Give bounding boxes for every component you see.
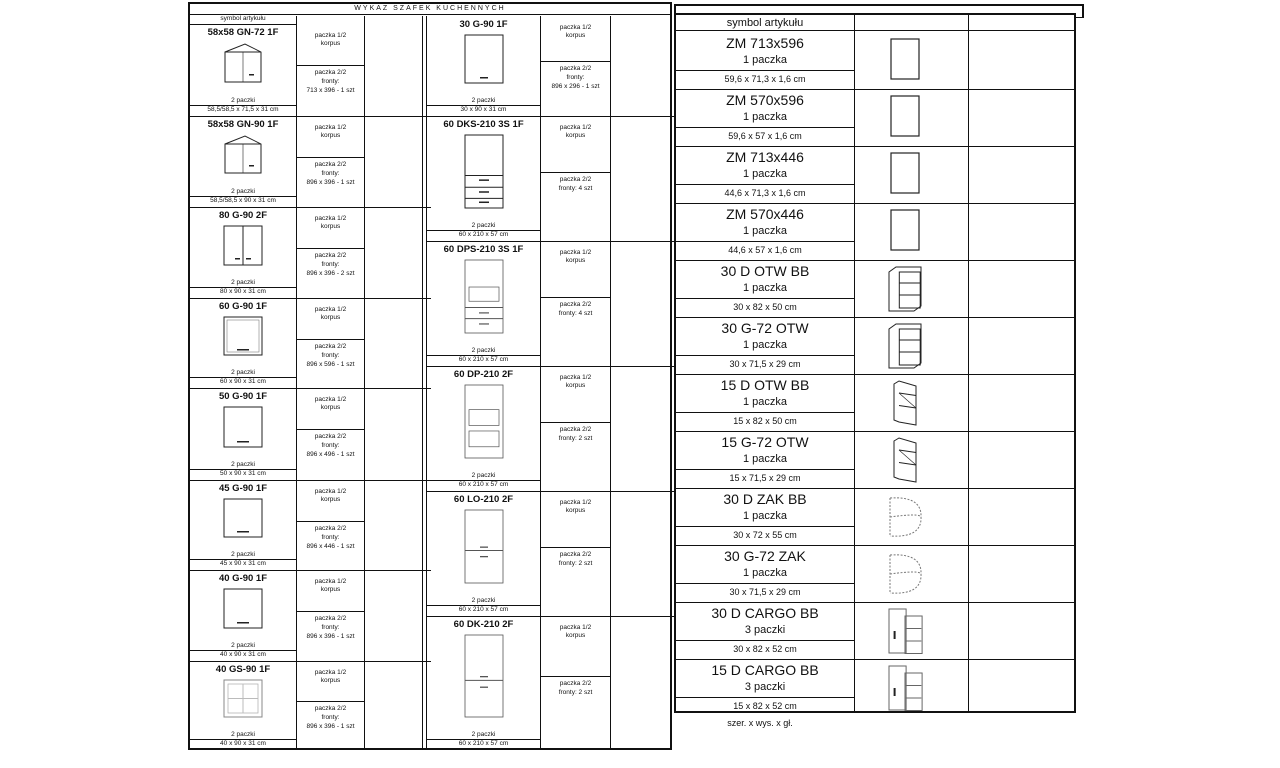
cabinet-symbol: 30 G-90 1F <box>459 19 508 30</box>
accessory-dimensions: 59,6 x 57 x 1,6 cm <box>728 131 802 141</box>
parcel-count: 1 paczka <box>742 396 788 408</box>
row-divider <box>676 431 1074 432</box>
row-divider <box>190 116 431 117</box>
dim-divider <box>676 412 854 413</box>
accessory-dimensions: 59,6 x 71,3 x 1,6 cm <box>724 74 806 84</box>
package-1-content: korpus <box>320 132 341 139</box>
package-1-content: korpus <box>565 632 586 639</box>
dim-divider <box>676 697 854 698</box>
header-divider <box>190 24 296 25</box>
parcel-count: 3 paczki <box>744 624 786 636</box>
cabinet-dimensions: 60 x 90 x 31 cm <box>220 378 266 385</box>
flap-cabinet-icon <box>221 314 265 358</box>
accessory-symbol: ZM 713x446 <box>726 149 804 165</box>
dim-divider <box>676 184 854 185</box>
cabinet-symbol: 58x58 GN-72 1F <box>207 27 279 38</box>
cabinet-dimensions: 60 x 210 x 57 cm <box>458 231 509 238</box>
package-1-content: korpus <box>320 677 341 684</box>
package-1-label: paczka 1/2 <box>559 624 592 631</box>
package-2-detail: 896 x 396 - 1 szt <box>306 723 355 730</box>
package-2-detail: 896 x 596 - 1 szt <box>306 361 355 368</box>
package-1-content: korpus <box>565 507 586 514</box>
single-door-cabinet-icon <box>221 404 265 450</box>
cabinet-dimensions: 58,5/58,5 x 90 x 31 cm <box>210 197 276 204</box>
cabinet-symbol: 60 DPS-210 3S 1F <box>443 244 524 255</box>
parcel-count: 2 paczki <box>471 222 496 229</box>
cabinet-symbol: 58x58 GN-90 1F <box>207 119 279 130</box>
package-divider <box>297 429 364 430</box>
parcel-count: 2 paczki <box>231 461 255 468</box>
narrow-cabinet-icon <box>462 32 506 86</box>
package-2-label: paczka 2/2 <box>559 65 592 72</box>
package-2-detail: 896 x 296 - 1 szt <box>551 83 600 90</box>
accessory-dimensions: 15 x 71,5 x 29 cm <box>729 473 801 483</box>
single-door-cabinet-icon <box>221 586 265 631</box>
dim-divider <box>676 526 854 527</box>
package-2-label: paczka 2/2 <box>314 69 347 76</box>
package-1-label: paczka 1/2 <box>314 215 347 222</box>
parcel-count: 2 paczki <box>471 347 496 354</box>
accessory-dimensions: 30 x 82 x 52 cm <box>733 644 797 654</box>
cabinet-dimensions: 45 x 90 x 31 cm <box>220 560 266 567</box>
parcel-count: 1 paczka <box>742 339 788 351</box>
dim-divider <box>676 640 854 641</box>
row-divider <box>427 366 677 367</box>
package-2-label: paczka 2/2 <box>559 426 592 433</box>
panel-icon <box>888 36 922 82</box>
row-divider <box>190 570 431 571</box>
column-divider <box>422 16 423 750</box>
row-divider <box>676 146 1074 147</box>
panel-icon <box>888 207 922 253</box>
package-2-detail: 713 x 396 - 1 szt <box>306 87 355 94</box>
package-2-content: fronty: 2 szt <box>558 560 593 567</box>
row-divider <box>190 661 431 662</box>
package-divider <box>297 157 364 158</box>
package-divider <box>541 676 610 677</box>
package-2-detail: 896 x 396 - 2 szt <box>306 270 355 277</box>
package-1-label: paczka 1/2 <box>314 32 347 39</box>
row-divider <box>676 659 1074 660</box>
package-1-label: paczka 1/2 <box>314 124 347 131</box>
cabinet-symbol: 50 G-90 1F <box>218 391 268 402</box>
parcel-count: 2 paczki <box>231 279 255 286</box>
package-divider <box>541 547 610 548</box>
package-divider <box>297 611 364 612</box>
cabinet-symbol: 60 DKS-210 3S 1F <box>443 119 524 130</box>
accessory-symbol: 30 D OTW BB <box>720 263 810 279</box>
parcel-count: 1 paczka <box>742 225 788 237</box>
header-divider <box>676 30 1074 31</box>
row-divider <box>190 207 431 208</box>
parcel-count: 1 paczka <box>742 453 788 465</box>
cabinet-dimensions: 40 x 90 x 31 cm <box>220 651 266 658</box>
row-divider <box>427 116 677 117</box>
row-divider <box>676 89 1074 90</box>
package-2-detail: 896 x 396 - 1 szt <box>306 633 355 640</box>
column-divider <box>854 15 855 711</box>
package-1-label: paczka 1/2 <box>314 306 347 313</box>
package-1-content: korpus <box>565 382 586 389</box>
rounded-end-icon <box>886 549 924 599</box>
package-1-content: korpus <box>565 132 586 139</box>
package-2-label: paczka 2/2 <box>314 525 347 532</box>
parcel-count: 1 paczka <box>742 567 788 579</box>
cabinet-symbol: 60 LO-210 2F <box>453 494 514 505</box>
cabinet-dimensions: 60 x 210 x 57 cm <box>458 606 509 613</box>
parcel-count: 1 paczka <box>742 168 788 180</box>
package-1-label: paczka 1/2 <box>314 488 347 495</box>
cabinet-symbol: 60 DP-210 2F <box>453 369 514 380</box>
cabinet-dimensions: 30 x 90 x 31 cm <box>460 106 507 113</box>
package-1-content: korpus <box>320 496 341 503</box>
row-divider <box>676 488 1074 489</box>
parcel-count: 1 paczka <box>742 54 788 66</box>
tall-fridge-cabinet-icon <box>462 507 506 586</box>
column-divider <box>364 16 365 750</box>
cabinet-symbol: 60 G-90 1F <box>218 301 268 312</box>
narrow-shelf-icon <box>891 435 919 485</box>
accessory-dimensions: 15 x 82 x 52 cm <box>733 701 797 711</box>
accessory-symbol: 30 D CARGO BB <box>711 605 819 621</box>
parcel-count: 2 paczki <box>471 472 496 479</box>
cabinet-symbol: 40 G-90 1F <box>218 573 268 584</box>
package-2-content: fronty: <box>321 442 340 449</box>
column-divider <box>968 15 969 711</box>
parcel-count: 2 paczki <box>471 597 496 604</box>
row-divider <box>676 374 1074 375</box>
rounded-end-icon <box>886 492 924 542</box>
tall-oven-drawer-cabinet-icon <box>462 257 506 336</box>
accessory-dimensions: 15 x 82 x 50 cm <box>733 416 797 426</box>
sheet-title: WYKAZ SZAFEK KUCHENNYCH <box>190 4 670 15</box>
package-2-label: paczka 2/2 <box>559 301 592 308</box>
package-2-label: paczka 2/2 <box>559 680 592 687</box>
glass-door-cabinet-icon <box>221 677 265 720</box>
accessory-dimensions: 30 x 71,5 x 29 cm <box>729 359 801 369</box>
row-divider <box>427 491 677 492</box>
dim-divider <box>676 583 854 584</box>
double-door-cabinet-icon <box>221 223 265 268</box>
package-1-label: paczka 1/2 <box>559 499 592 506</box>
dim-divider <box>676 70 854 71</box>
package-2-content: fronty: <box>321 534 340 541</box>
row-divider <box>676 602 1074 603</box>
package-1-label: paczka 1/2 <box>559 374 592 381</box>
package-1-label: paczka 1/2 <box>314 669 347 676</box>
accessory-symbol: 15 G-72 OTW <box>721 434 809 450</box>
accessory-symbol: ZM 570x596 <box>726 92 804 108</box>
cabinet-symbol: 45 G-90 1F <box>218 483 268 494</box>
accessory-symbol: 15 D OTW BB <box>720 377 810 393</box>
package-2-label: paczka 2/2 <box>314 615 347 622</box>
accessory-symbol: 30 G-72 ZAK <box>724 548 806 564</box>
accessory-symbol: ZM 713x596 <box>726 35 804 51</box>
package-1-content: korpus <box>565 32 586 39</box>
row-divider <box>190 388 431 389</box>
cabinet-dimensions: 60 x 210 x 57 cm <box>458 356 509 363</box>
tall-drawer-cabinet-icon <box>462 132 506 211</box>
cargo-icon <box>886 663 924 713</box>
cabinet-symbol: 40 GS-90 1F <box>215 664 271 675</box>
cabinet-symbol: 60 DK-210 2F <box>453 619 514 630</box>
package-2-label: paczka 2/2 <box>314 252 347 259</box>
package-1-label: paczka 1/2 <box>559 24 592 31</box>
package-divider <box>541 172 610 173</box>
row-divider <box>427 616 677 617</box>
package-divider <box>297 339 364 340</box>
right-sheet <box>674 13 1076 713</box>
package-2-detail: 896 x 496 - 1 szt <box>306 451 355 458</box>
package-2-content: fronty: 4 szt <box>558 185 593 192</box>
package-2-content: fronty: <box>321 352 340 359</box>
row-divider <box>676 317 1074 318</box>
parcel-count: 2 paczki <box>231 369 255 376</box>
package-2-detail: 896 x 446 - 1 szt <box>306 543 355 550</box>
accessory-symbol: ZM 570x446 <box>726 206 804 222</box>
package-divider <box>297 65 364 66</box>
package-2-label: paczka 2/2 <box>559 176 592 183</box>
package-2-content: fronty: <box>321 261 340 268</box>
header-symbol: symbol artykułu <box>726 17 804 29</box>
parcel-count: 2 paczki <box>231 642 255 649</box>
row-divider <box>190 298 431 299</box>
package-divider <box>541 422 610 423</box>
open-shelf-icon <box>886 321 924 371</box>
tall-oven-cabinet-icon <box>462 382 506 461</box>
dim-divider <box>676 127 854 128</box>
parcel-count: 3 paczki <box>744 681 786 693</box>
parcel-count: 2 paczki <box>471 731 496 738</box>
header-symbol: symbol artykułu <box>220 15 266 22</box>
accessory-dimensions: 44,6 x 57 x 1,6 cm <box>728 245 802 255</box>
cabinet-dimensions: 60 x 210 x 57 cm <box>458 481 509 488</box>
parcel-count: 1 paczka <box>742 111 788 123</box>
parcel-count: 1 paczka <box>742 510 788 522</box>
package-1-content: korpus <box>320 586 341 593</box>
package-2-content: fronty: <box>321 624 340 631</box>
package-1-content: korpus <box>320 223 341 230</box>
panel-icon <box>888 93 922 139</box>
dimension-legend: szer. x wys. x gł. <box>727 718 793 728</box>
parcel-count: 1 paczka <box>742 282 788 294</box>
accessory-dimensions: 30 x 71,5 x 29 cm <box>729 587 801 597</box>
package-1-label: paczka 1/2 <box>559 249 592 256</box>
open-shelf-icon <box>886 264 924 314</box>
package-2-label: paczka 2/2 <box>314 705 347 712</box>
left-sheet <box>188 2 672 750</box>
package-1-content: korpus <box>320 314 341 321</box>
accessory-dimensions: 30 x 82 x 50 cm <box>733 302 797 312</box>
dim-divider <box>676 298 854 299</box>
cabinet-dimensions: 80 x 90 x 31 cm <box>220 288 266 295</box>
row-divider <box>427 241 677 242</box>
package-1-label: paczka 1/2 <box>314 396 347 403</box>
cabinet-dimensions: 60 x 210 x 57 cm <box>458 740 509 747</box>
row-divider <box>676 203 1074 204</box>
row-divider <box>190 480 431 481</box>
accessory-symbol: 15 D CARGO BB <box>711 662 819 678</box>
package-divider <box>297 521 364 522</box>
package-divider <box>541 297 610 298</box>
accessory-symbol: 30 D ZAK BB <box>723 491 807 507</box>
accessory-dimensions: 30 x 72 x 55 cm <box>733 530 797 540</box>
parcel-count: 2 paczki <box>231 188 255 195</box>
package-1-label: paczka 1/2 <box>314 578 347 585</box>
cabinet-dimensions: 50 x 90 x 31 cm <box>220 470 266 477</box>
cabinet-dimensions: 40 x 90 x 31 cm <box>220 740 266 747</box>
package-1-content: korpus <box>565 257 586 264</box>
package-divider <box>297 701 364 702</box>
cabinet-symbol: 80 G-90 2F <box>218 210 268 221</box>
row-divider <box>676 545 1074 546</box>
package-2-content: fronty: 2 szt <box>558 435 593 442</box>
package-1-content: korpus <box>320 404 341 411</box>
parcel-count: 2 paczki <box>231 97 255 104</box>
column-divider <box>610 16 611 750</box>
corner-cabinet-icon <box>221 132 265 177</box>
accessory-symbol: 30 G-72 OTW <box>721 320 809 336</box>
package-2-content: fronty: <box>321 170 340 177</box>
package-divider <box>541 61 610 62</box>
package-2-content: fronty: <box>321 714 340 721</box>
parcel-count: 2 paczki <box>231 551 255 558</box>
package-1-content: korpus <box>320 40 341 47</box>
package-2-content: fronty: <box>321 78 340 85</box>
cabinet-dimensions: 58,5/58,5 x 71,5 x 31 cm <box>207 106 279 113</box>
dim-divider <box>676 469 854 470</box>
package-2-label: paczka 2/2 <box>314 433 347 440</box>
package-2-label: paczka 2/2 <box>314 343 347 350</box>
parcel-count: 2 paczki <box>231 731 255 738</box>
package-divider <box>297 248 364 249</box>
cargo-icon <box>886 606 924 656</box>
single-door-cabinet-icon <box>221 496 265 540</box>
dim-divider <box>676 241 854 242</box>
package-2-content: fronty: 2 szt <box>558 689 593 696</box>
row-divider <box>676 260 1074 261</box>
package-2-content: fronty: 4 szt <box>558 310 593 317</box>
package-1-label: paczka 1/2 <box>559 124 592 131</box>
panel-icon <box>888 150 922 196</box>
corner-cabinet-icon <box>221 40 265 86</box>
dim-divider <box>676 355 854 356</box>
package-2-label: paczka 2/2 <box>314 161 347 168</box>
package-2-label: paczka 2/2 <box>559 551 592 558</box>
accessory-dimensions: 44,6 x 71,3 x 1,6 cm <box>724 188 806 198</box>
tall-fridge-cabinet-icon <box>462 632 506 720</box>
package-2-content: fronty: <box>566 74 585 81</box>
parcel-count: 2 paczki <box>471 97 496 104</box>
narrow-shelf-icon <box>891 378 919 428</box>
package-2-detail: 896 x 396 - 1 szt <box>306 179 355 186</box>
